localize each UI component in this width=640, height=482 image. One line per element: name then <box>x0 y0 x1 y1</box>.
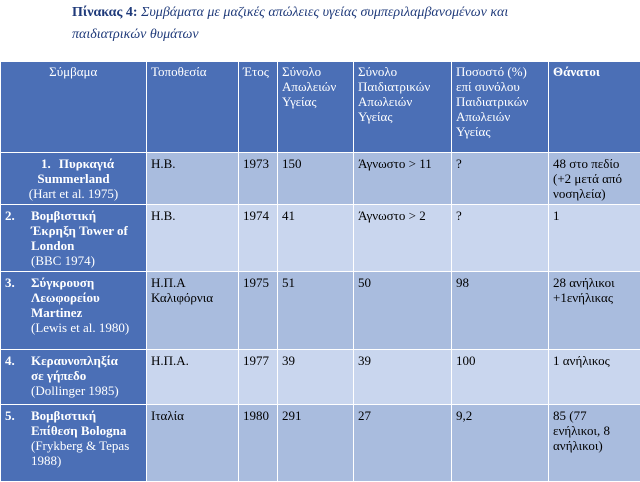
location-cell: Η.Β. <box>147 153 239 205</box>
pediatric-cell: 50 <box>354 272 452 350</box>
event-name: Κεραυνοπληξία <box>31 353 118 368</box>
event-cell <box>1 272 147 350</box>
header-total: Σύνολο Απωλειών Υγείας <box>278 62 354 153</box>
total-cell: 291 <box>278 405 354 482</box>
header-row <box>1 62 640 153</box>
year-cell: 1980 <box>239 405 278 482</box>
event-cell <box>1 350 147 405</box>
header-percent: Ποσοστό (%) επί συνόλου Παιδιατρικών Απωλειών Υγείας <box>452 62 549 153</box>
row-number: 1. <box>33 156 59 171</box>
deaths-cell: 1 <box>549 205 640 272</box>
year-cell: 1977 <box>239 350 278 405</box>
deaths-cell: 1 ανήλικος <box>549 350 640 405</box>
location-cell: Η.Π.Α. <box>147 350 239 405</box>
event-citation: (BBC 1974) <box>5 253 142 268</box>
event-cell <box>1 153 147 205</box>
percent-cell: ? <box>452 153 549 205</box>
event-name-cont: Επίθεση Bologna <box>5 423 142 438</box>
event-cell <box>1 205 147 272</box>
event-cell <box>1 405 147 482</box>
total-cell: 51 <box>278 272 354 350</box>
year-cell: 1974 <box>239 205 278 272</box>
table-row <box>1 350 640 405</box>
year-cell: 1973 <box>239 153 278 205</box>
table-caption <box>72 2 632 46</box>
event-name: Βομβιστική <box>31 208 96 223</box>
percent-cell: 98 <box>452 272 549 350</box>
year-cell: 1975 <box>239 272 278 350</box>
caption-title-line2: παιδιατρικών θυμάτων <box>72 24 632 46</box>
event-name: Σύγκρουση <box>31 275 94 290</box>
event-name: Πυρκαγιά <box>59 156 114 171</box>
event-citation: (Lewis et al. 1980) <box>5 320 142 335</box>
header-deaths: Θάνατοι <box>549 62 640 153</box>
total-cell: 39 <box>278 350 354 405</box>
table-row <box>1 272 640 350</box>
caption-label: Πίνακας 4: <box>72 5 138 20</box>
event-name-cont: Summerland <box>5 171 142 186</box>
percent-cell: 100 <box>452 350 549 405</box>
pediatric-cell: Άγνωστο > 2 <box>354 205 452 272</box>
percent-cell: 9,2 <box>452 405 549 482</box>
event-citation: (Hart et al. 1975) <box>5 186 142 201</box>
row-number: 3. <box>5 275 31 290</box>
row-number: 4. <box>5 353 31 368</box>
header-event: Σύμβαμα <box>1 62 147 153</box>
pediatric-cell: 39 <box>354 350 452 405</box>
event-citation: (Frykberg & Tepas 1988) <box>5 438 142 468</box>
percent-cell: ? <box>452 205 549 272</box>
location-cell: Η.Β. <box>147 205 239 272</box>
casualty-events-table <box>0 62 640 482</box>
caption-title-line1: Συμβάματα με μαζικές απώλειες υγείας συμπεριλαμβανομένων και <box>138 5 509 20</box>
event-name-cont: Έκρηξη Tower of London <box>5 223 142 253</box>
event-name-cont: Λεωφορείου Martinez <box>5 290 142 320</box>
header-location: Τοποθεσία <box>147 62 239 153</box>
header-pediatric: Σύνολο Παιδιατρικών Απωλειών Υγείας <box>354 62 452 153</box>
location-cell: Ιταλία <box>147 405 239 482</box>
header-year: Έτος <box>239 62 278 153</box>
event-name: Βομβιστική <box>31 408 96 423</box>
deaths-cell: 85 (77 ενήλικοι, 8 ανήλικοι) <box>549 405 640 482</box>
table-row <box>1 153 640 205</box>
total-cell: 150 <box>278 153 354 205</box>
table-row <box>1 205 640 272</box>
total-cell: 41 <box>278 205 354 272</box>
event-name-cont: σε γήπεδο <box>5 368 142 383</box>
row-number: 2. <box>5 208 31 223</box>
row-number: 5. <box>5 408 31 423</box>
event-citation: (Dollinger 1985) <box>5 383 142 398</box>
table-row <box>1 405 640 482</box>
pediatric-cell: 27 <box>354 405 452 482</box>
deaths-cell: 48 στο πεδίο (+2 μετά από νοσηλεία) <box>549 153 640 205</box>
deaths-cell: 28 ανήλικοι +1ενήλικας <box>549 272 640 350</box>
location-cell: Η.Π.Α Καλιφόρνια <box>147 272 239 350</box>
pediatric-cell: Άγνωστο > 11 <box>354 153 452 205</box>
